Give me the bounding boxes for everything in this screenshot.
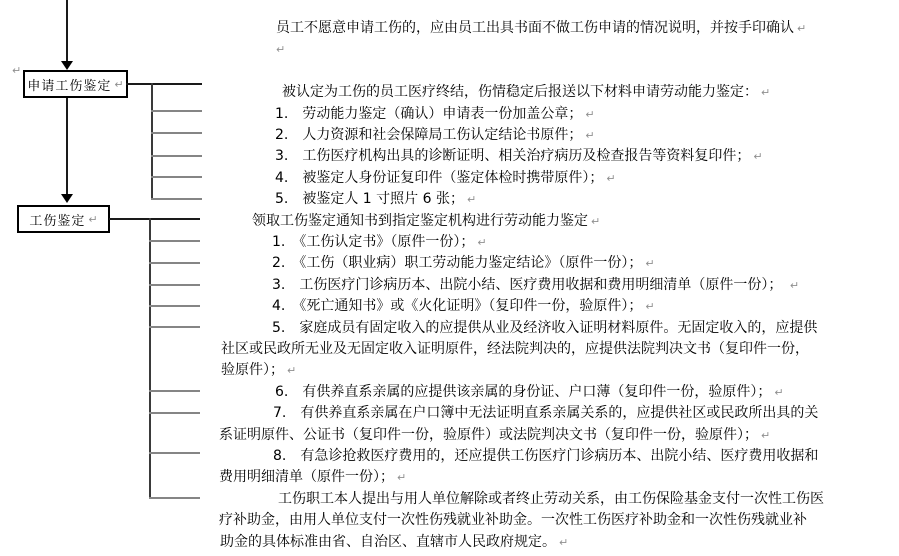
- text-line: 5. 被鉴定人 1 寸照片 6 张； ↵: [275, 191, 477, 208]
- pilcrow-mark: ↵: [645, 300, 655, 314]
- bracket-tick-line: [149, 412, 200, 414]
- bracket-tick-line: [149, 240, 200, 242]
- flow-box1-label: 申请工伤鉴定: [27, 78, 112, 94]
- text-line: 验原件）； ↵: [221, 362, 297, 379]
- pilcrow-mark: ↵: [466, 193, 477, 207]
- bracket-connector-line: [109, 218, 200, 220]
- text-line: 费用明细清单（原件一份）； ↵: [219, 469, 407, 486]
- bracket-tick-line: [151, 198, 202, 200]
- flow-arrowhead-top: [61, 61, 73, 70]
- bracket-tick-line: [151, 132, 202, 134]
- flow-box-apply-injury-appraisal: [23, 70, 128, 98]
- flow-arrow-mid-line: [66, 98, 68, 195]
- text-line: 4. 被鉴定人身份证复印件（鉴定体检时携带原件）； ↵: [275, 169, 616, 186]
- text-line: 3. 工伤医疗机构出具的诊断证明、相关治疗病历及检查报告等资料复印件； ↵: [275, 148, 763, 165]
- flow-box2-label: 工伤鉴定: [29, 213, 86, 229]
- pilcrow-mark: ↵: [114, 77, 124, 91]
- bracket-spine-line: [149, 218, 151, 498]
- pilcrow-mark: ↵: [645, 257, 655, 271]
- anchor-pilcrow: ↵: [12, 64, 22, 77]
- text-line: 被认定为工伤的员工医疗终结，伤情稳定后报送以下材料申请劳动能力鉴定： ↵: [282, 84, 771, 101]
- bracket-tick-line: [149, 452, 200, 454]
- text-line: 4. 《死亡通知书》或《火化证明》（复印件一份，验原件）； ↵: [272, 298, 655, 315]
- text-line: 疗补助金，由用人单位支付一次性伤残就业补助金。一次性工伤医疗补助金和一次性伤残就业补: [219, 512, 807, 529]
- pilcrow-mark: ↵: [591, 214, 601, 228]
- bracket-tick-line: [151, 110, 202, 112]
- bracket-spine-line: [151, 83, 153, 200]
- text-line: 助金的具体标准由省、自治区、直辖市人民政府规定。 ↵: [220, 533, 569, 550]
- text-line: 领取工伤鉴定通知书到指定鉴定机构进行劳动能力鉴定 ↵: [252, 212, 601, 229]
- bracket-connector-line: [126, 83, 202, 85]
- flow-arrow-top-line: [66, 0, 68, 62]
- pilcrow-mark: ↵: [477, 236, 487, 249]
- bracket-tick-line: [149, 497, 200, 499]
- bracket-tick-line: [149, 262, 200, 264]
- bracket-tick-line: [149, 284, 200, 286]
- text-line: [273, 41, 285, 58]
- pilcrow-mark: ↵: [774, 385, 784, 399]
- text-line: 2. 人力资源和社会保障局工伤认定结论书原件； ↵: [275, 127, 595, 143]
- text-line: 7. 有供养直系亲属在户口簿中无法证明直系亲属关系的，应提供社区或民政所出具的关: [273, 405, 819, 422]
- bracket-tick-line: [149, 326, 200, 328]
- text-line: 社区或民政所无业及无固定收入证明原件，经法院判决的，应提供法院判决文书（复印件一份，: [221, 341, 809, 357]
- pilcrow-mark: ↵: [761, 86, 771, 100]
- text-line: 系证明原件、公证书（复印件一份，验原件）或法院判决文书（复印件一份，验原件）； ↵: [219, 426, 771, 443]
- pilcrow-mark: ↵: [276, 43, 286, 57]
- text-line: 8. 有急诊抢救医疗费用的，还应提供工伤医疗门诊病历本、出院小结、医疗费用收据和: [273, 448, 819, 464]
- text-line: 3. 工伤医疗门诊病历本、出院小结、医疗费用收据和费用明细清单（原件一份）； ↵: [272, 276, 800, 293]
- pilcrow-mark: ↵: [397, 471, 407, 485]
- pilcrow-mark: ↵: [789, 278, 800, 292]
- pilcrow-mark: ↵: [753, 150, 763, 164]
- text-line: 6. 有供养直系亲属的应提供该亲属的身份证、户口薄（复印件一份，验原件）； ↵: [275, 383, 784, 400]
- text-line: 1. 劳动能力鉴定（确认）申请表一份加盖公章； ↵: [275, 105, 595, 122]
- flow-arrowhead-mid: [61, 194, 73, 203]
- pilcrow-mark: ↵: [88, 212, 98, 226]
- pilcrow-mark: ↵: [585, 129, 595, 142]
- pilcrow-mark: ↵: [287, 364, 297, 378]
- bracket-tick-line: [149, 305, 200, 307]
- pilcrow-mark: ↵: [585, 107, 595, 121]
- bracket-tick-line: [151, 155, 202, 157]
- text-line: 工伤职工本人提出与用人单位解除或者终止劳动关系，由工伤保险基金支付一次性工伤医: [278, 490, 824, 507]
- bracket-tick-line: [149, 390, 200, 392]
- text-line: 2. 《工伤（职业病）职工劳动能力鉴定结论》（原件一份）； ↵: [272, 255, 655, 272]
- pilcrow-mark: ↵: [606, 171, 616, 185]
- pilcrow-mark: ↵: [797, 22, 807, 35]
- flow-box-injury-appraisal: [17, 205, 110, 233]
- bracket-tick-line: [151, 176, 202, 178]
- text-line: 1. 《工伤认定书》（原件一份）； ↵: [272, 234, 487, 250]
- pilcrow-mark: ↵: [559, 535, 569, 549]
- pilcrow-mark: ↵: [761, 428, 771, 442]
- text-line: 5. 家庭成员有固定收入的应提供从业及经济收入证明材料原件。无固定收入的，应提供: [272, 319, 818, 336]
- text-line: 员工不愿意申请工伤的，应由员工出具书面不做工伤申请的情况说明，并按手印确认 ↵: [276, 20, 807, 36]
